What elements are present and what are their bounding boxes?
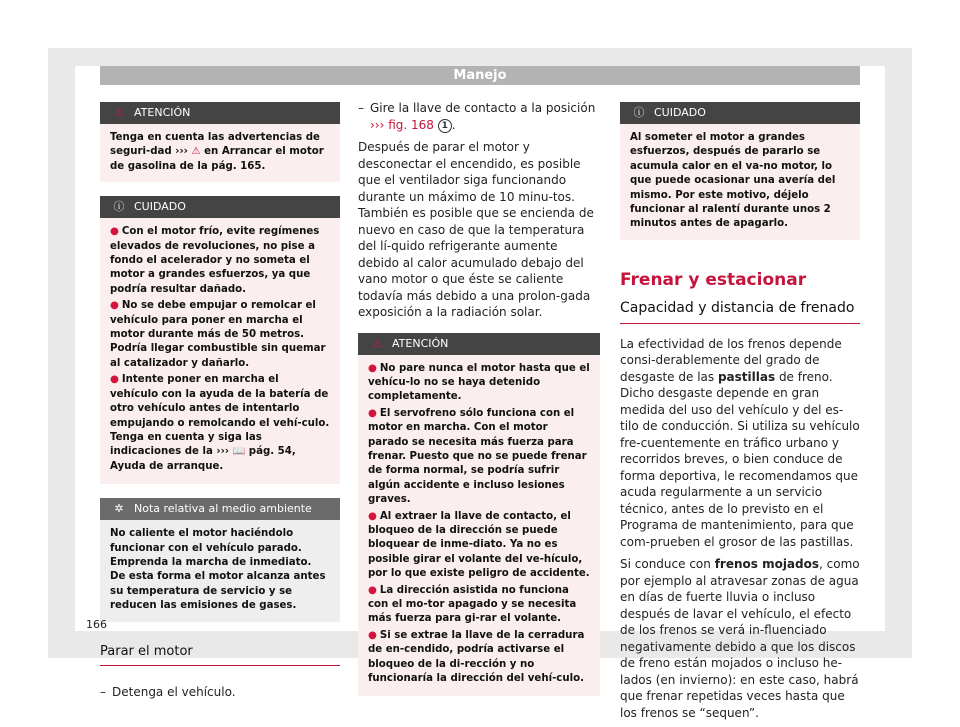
list-item: ● La dirección asistida no funciona con el mo-tor apagado y se necesita más fuerza para gi-rar el volante.	[368, 584, 577, 625]
caution-header	[620, 102, 860, 124]
subsection-title: Capacidad y distancia de frenado	[620, 300, 860, 324]
dash-marker: –	[358, 101, 364, 115]
callout-badge: 1	[438, 119, 452, 133]
info-circle-icon: ⓘ	[113, 200, 125, 214]
page-header: Manejo	[100, 66, 860, 85]
warning-box-atencion	[100, 102, 340, 182]
section-title-parar: Parar el motor	[100, 644, 340, 666]
section-title-frenar: Frenar y estacionar	[620, 269, 807, 290]
column-right	[620, 102, 860, 727]
warning-header	[100, 102, 340, 124]
bold-term: frenos mojados	[714, 557, 820, 572]
column-middle	[358, 100, 600, 710]
warning-title: ATENCIÓN	[392, 336, 449, 350]
reference-link[interactable]: pág. 54, Ayuda de arranque.	[110, 446, 296, 472]
list-item: ● Al extraer la llave de contacto, el bloqueo de la dirección se puede bloquear de inme-diato. Ya no es posible girar el volante del ve-hículo, por lo que existe peligro de accidente.	[368, 510, 590, 580]
note-title: Nota relativa al medio ambiente	[134, 502, 312, 516]
bullet-icon: ●	[368, 510, 377, 522]
list-item: ● El servofreno sólo funciona con el motor en marcha. Con el motor parado se necesita más fuerza para frenar. Puesto que no se puede frenar de forma normal, se podría sufrir algún accidente e incluso lesiones graves.	[368, 407, 587, 506]
bullet-icon: ●	[368, 584, 377, 596]
caution-box	[100, 196, 340, 484]
warning-link-text[interactable]: en Arrancar el motor de gasolina de la pág. 165.	[110, 146, 324, 172]
book-reference-icon: 📖	[232, 446, 246, 458]
list-item: ● Intente poner en marcha el vehículo con la ayuda de la batería de otro vehículo antes de intentarlo empujando o remolcando el vehí-culo. Tenga en cuenta y siga las indicaciones de la ››› 📖 pág. 54, Ayuda de arranque.	[110, 374, 330, 472]
warning-text: Tenga en cuenta las advertencias de seguri-dad ›››	[110, 132, 320, 158]
warning-triangle-icon: ⚠	[114, 106, 124, 119]
caution-header	[100, 196, 340, 218]
paragraph: La efectividad de los frenos depende consi-derablemente del grado de desgaste de las pastillas de freno. Dicho desgaste depende en gran medida del uso del vehículo y del es-tilo de conducción. Si utiliza su vehículo fre-cuentemente en tráfico urbano y recorridos breves, o bien conduce de forma deportiva, le recomendamos que acuda regularmente a un servicio técnico, antes de lo previsto en el Programa de mantenimiento, para que com-prueben el grosor de las pastillas. Si conduce con frenos mojados, como por ejemplo al atravesar zonas de agua en días de fuerte lluvia o incluso después de lavar el vehículo, el efecto de los frenos se verá in-fluenciado negativamente debido a que los discos de freno están mojados o incluso he-lados (en invierno): en este caso, habrá que frenar repetidas veces hasta que los frenos se “sequen”.	[620, 336, 860, 720]
bullet-icon: ●	[110, 300, 119, 312]
warning-triangle-icon: ⚠	[372, 336, 382, 350]
warning-box-atencion	[358, 333, 600, 697]
dash-marker: –	[100, 684, 106, 699]
page-number: 166	[86, 618, 107, 631]
info-circle-icon: ⓘ	[633, 106, 645, 119]
bullet-icon: ●	[368, 407, 377, 419]
step-item: – Detenga el vehículo.	[100, 684, 236, 699]
note-header	[100, 498, 340, 520]
warning-triangle-icon: ⚠	[191, 146, 201, 158]
paragraph: Después de parar el motor y desconectar el encendido, es posible que el ventilador siga funcionando durante un máximo de 10 minu-tos. También es posible que se encienda de nuevo en caso de que la temperatura del lí-quido refrigerante aumente debido al calor acumulado debajo del vano motor o que éste se caliente todavía más debido a una prolon-gada exposición a la radiación solar.	[358, 140, 594, 319]
caution-box	[620, 102, 860, 240]
leaf-icon: ✲	[114, 502, 124, 516]
bullet-icon: ●	[110, 374, 119, 386]
bullet-icon: ●	[368, 362, 377, 374]
environment-note-box	[100, 498, 340, 621]
bullet-icon: ●	[368, 629, 377, 641]
caution-title: CUIDADO	[134, 200, 186, 214]
list-item: ● Si se extrae la llave de la cerradura de en-cendido, podría activarse el bloqueo de la di-rección y no funcionaría la dirección del vehí-culo.	[368, 629, 585, 685]
warning-body	[100, 124, 340, 182]
figure-reference-link[interactable]: ››› fig. 168	[370, 117, 434, 132]
caution-title: CUIDADO	[654, 106, 706, 119]
note-body: No caliente el motor haciéndolo funcionar con el vehículo parado. Emprenda la marcha de inmediato. De esta forma el motor alcanza antes su temperatura de servicio y se reducen las emisiones de gases.	[110, 528, 326, 612]
warning-body	[358, 355, 600, 697]
bold-term: pastillas	[717, 369, 776, 384]
bullet-icon: ●	[110, 226, 119, 238]
list-item: ● Con el motor frío, evite regímenes elevados de revoluciones, no pise a fondo el acelerador y no someta el motor a grandes esfuerzos, ya que podría resultar dañado.	[110, 226, 320, 295]
caution-body: Al someter el motor a grandes esfuerzos, después de pararlo se acumula calor en el va-no motor, lo que puede ocasionar una avería del mismo. Por este motivo, déjelo funcionar al ralentí durante unos 2 minutos antes de apagarlo.	[630, 132, 836, 230]
column-left	[100, 102, 340, 700]
warning-title: ATENCIÓN	[134, 106, 191, 119]
caution-body	[100, 218, 340, 484]
warning-header	[358, 333, 600, 355]
list-item: ● No pare nunca el motor hasta que el vehícu-lo no se haya detenido completamente.	[368, 362, 590, 403]
step-item: – Gire la llave de contacto a la posición ››› fig. 168 1 .	[358, 101, 596, 132]
list-item: ● No se debe empujar o remolcar el vehículo para poner en marcha el motor durante más de 50 metros. Podría llegar combustible sin quemar al catalizador y dañarlo.	[110, 300, 326, 369]
